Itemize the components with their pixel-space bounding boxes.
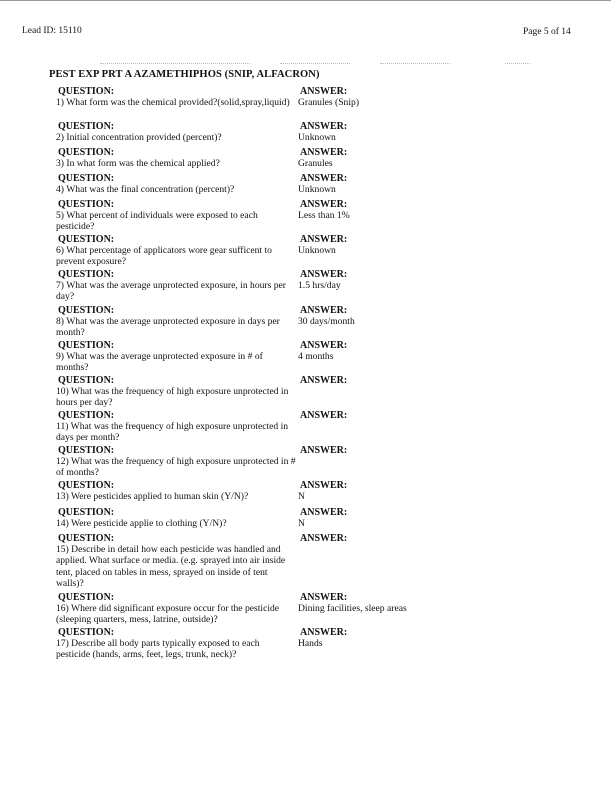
question-text: 14) Were pesticide applie to clothing (Y/N)?	[56, 518, 227, 530]
question-text: 1) What form was the chemical provided?(solid,spray,liquid)	[56, 97, 290, 109]
scan-border-line	[0, 0, 611, 1]
question-text: 12) What was the frequency of high exposure unprotected in # of months?	[56, 456, 296, 479]
answer-label: ANSWER:	[300, 147, 348, 158]
question-label: QUESTION:	[58, 592, 115, 603]
question-label: QUESTION:	[58, 445, 115, 456]
question-label: QUESTION:	[58, 480, 115, 491]
answer-text: Dining facilities, sleep areas	[298, 603, 407, 615]
answer-label: ANSWER:	[300, 305, 348, 316]
answer-text: Granules	[298, 158, 333, 170]
scan-artifact	[280, 63, 350, 65]
answer-label: ANSWER:	[300, 86, 348, 97]
answer-label: ANSWER:	[300, 480, 348, 491]
question-label: QUESTION:	[58, 507, 115, 518]
answer-label: ANSWER:	[300, 121, 348, 132]
question-label: QUESTION:	[58, 86, 115, 97]
question-label: QUESTION:	[58, 234, 115, 245]
answer-text: N	[298, 491, 305, 503]
answer-label: ANSWER:	[300, 269, 348, 280]
answer-text: Unknown	[298, 132, 336, 144]
question-label: QUESTION:	[58, 340, 115, 351]
answer-text: Less than 1%	[298, 210, 350, 222]
question-label: QUESTION:	[58, 269, 115, 280]
question-label: QUESTION:	[58, 173, 115, 184]
scan-artifact	[100, 63, 250, 65]
answer-label: ANSWER:	[300, 199, 348, 210]
question-label: QUESTION:	[58, 147, 115, 158]
answer-label: ANSWER:	[300, 234, 348, 245]
question-label: QUESTION:	[58, 533, 115, 544]
answer-text: Hands	[298, 638, 323, 650]
answer-text: Granules (Snip)	[298, 97, 360, 109]
question-label: QUESTION:	[58, 199, 115, 210]
lead-id: Lead ID: 15110	[22, 26, 82, 36]
question-text: 8) What was the average unprotected exposure in days per month?	[56, 316, 280, 339]
answer-label: ANSWER:	[300, 375, 348, 386]
section-title: PEST EXP PRT A AZAMETHIPHOS (SNIP, ALFACRON)	[49, 69, 320, 80]
question-text: 2) Initial concentration provided (percent)?	[56, 132, 222, 144]
question-label: QUESTION:	[58, 305, 115, 316]
answer-text: Unknown	[298, 245, 336, 257]
question-text: 15) Describe in detail how each pesticide was handled and applied. What surface or media. (e.g. sprayed into air inside tent, placed on tables in mess, sprayed on inside of tent walls)?	[56, 544, 286, 589]
question-text: 7) What was the average unprotected exposure, in hours per day?	[56, 280, 286, 303]
answer-label: ANSWER:	[300, 533, 348, 544]
answer-label: ANSWER:	[300, 507, 348, 518]
question-text: 10) What was the frequency of high exposure unprotected in hours per day?	[56, 386, 289, 409]
question-text: 13) Were pesticides applied to human skin (Y/N)?	[56, 491, 249, 503]
question-text: 11) What was the frequency of high exposure unprotected in days per month?	[56, 421, 289, 444]
answer-label: ANSWER:	[300, 445, 348, 456]
question-text: 6) What percentage of applicators wore gear sufficent to prevent exposure?	[56, 245, 272, 268]
answer-label: ANSWER:	[300, 173, 348, 184]
answer-text: 30 days/month	[298, 316, 355, 328]
answer-text: N	[298, 518, 305, 530]
question-label: QUESTION:	[58, 121, 115, 132]
answer-label: ANSWER:	[300, 340, 348, 351]
scan-artifact	[505, 63, 530, 65]
answer-text: 1.5 hrs/day	[298, 280, 341, 292]
answer-label: ANSWER:	[300, 627, 348, 638]
page-number: Page 5 of 14	[523, 27, 571, 37]
question-text: 16) Where did significant exposure occur for the pesticide (sleeping quarters, mess, latrine, outside)?	[56, 603, 280, 626]
answer-text: 4 months	[298, 351, 334, 363]
answer-text: Unknown	[298, 184, 336, 196]
question-label: QUESTION:	[58, 627, 115, 638]
answer-label: ANSWER:	[300, 410, 348, 421]
question-text: 9) What was the average unprotected exposure in # of months?	[56, 351, 263, 374]
answer-label: ANSWER:	[300, 592, 348, 603]
question-text: 17) Describe all body parts typically exposed to each pesticide (hands, arms, feet, legs, trunk, neck)?	[56, 638, 260, 661]
question-label: QUESTION:	[58, 375, 115, 386]
question-text: 4) What was the final concentration (percent)?	[56, 184, 235, 196]
question-text: 5) What percent of individuals were exposed to each pesticide?	[56, 210, 258, 233]
question-text: 3) In what form was the chemical applied?	[56, 158, 220, 170]
question-label: QUESTION:	[58, 410, 115, 421]
scan-artifact	[380, 63, 450, 65]
